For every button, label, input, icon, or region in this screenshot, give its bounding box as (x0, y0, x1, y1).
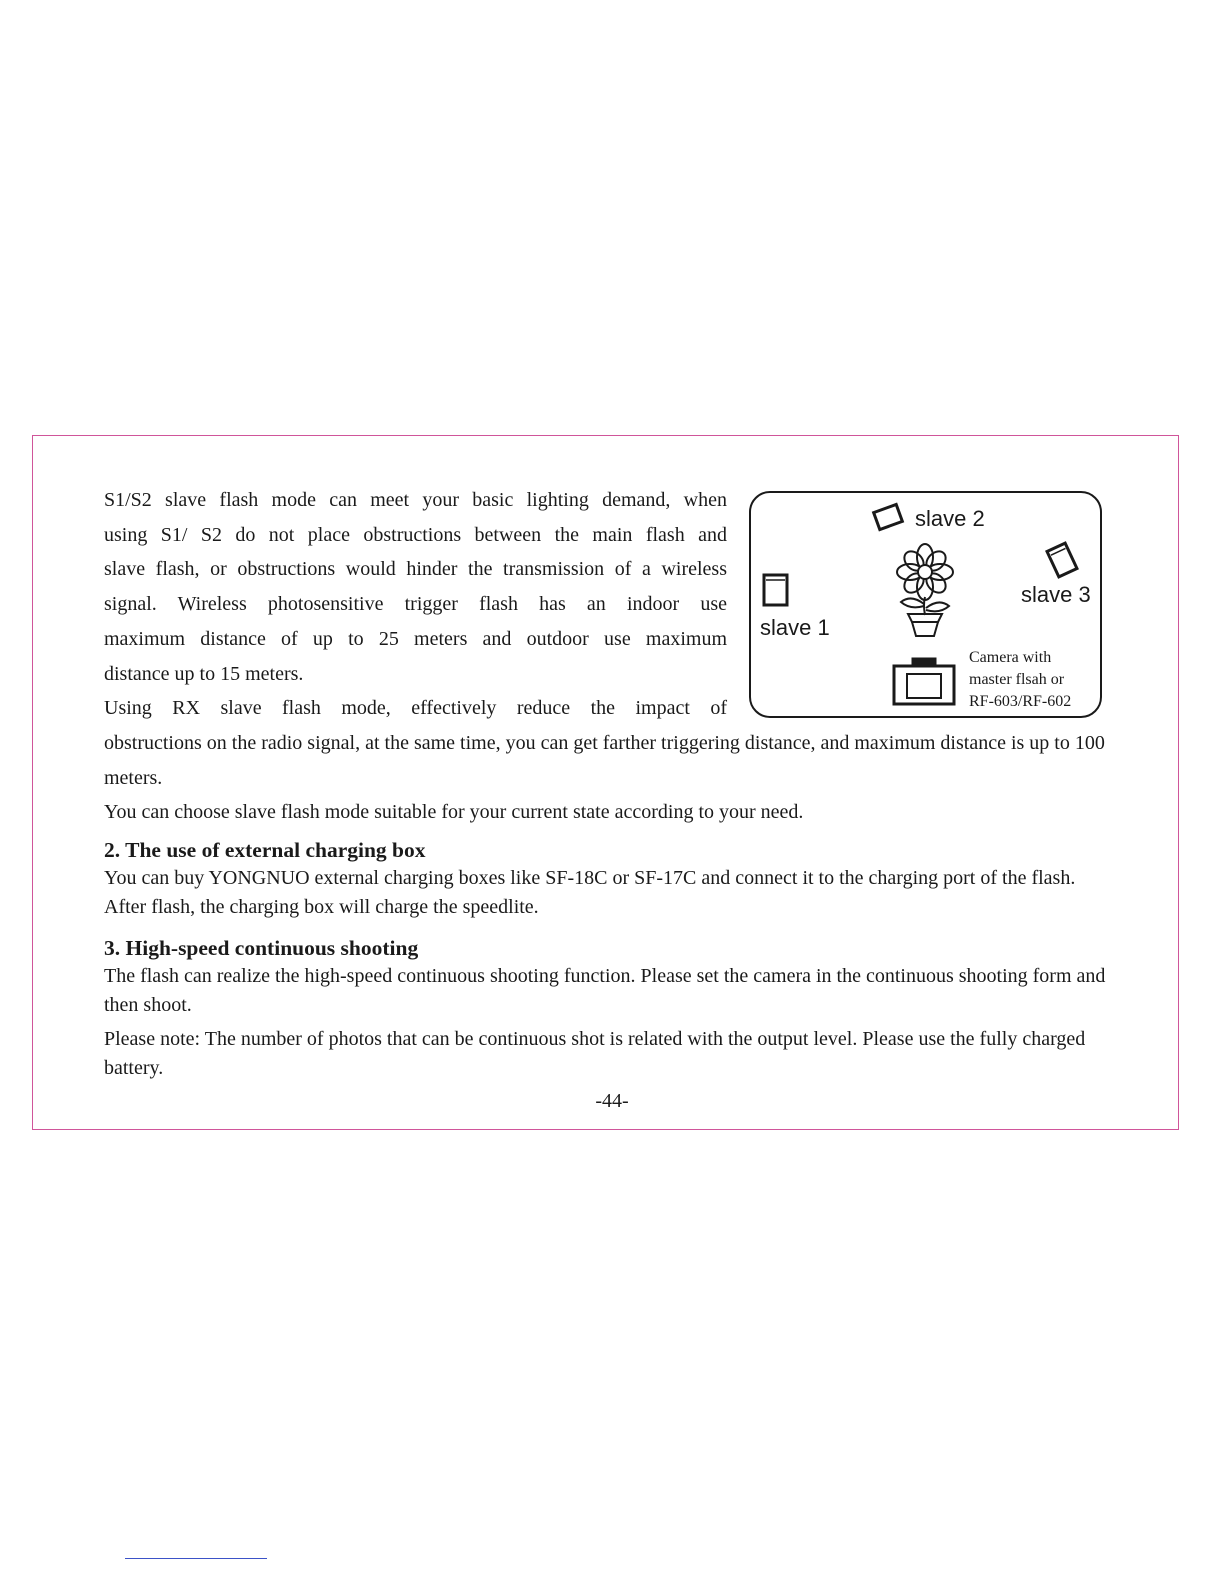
intro-line: slave flash, or obstructions would hinder the transmission of a wireless (104, 558, 727, 581)
choose-mode-text: You can choose slave flash mode suitable for your current state according to your need. (104, 801, 804, 823)
intro-line: S1/S2 slave flash mode can meet your basic lighting demand, when (104, 489, 727, 511)
intro-line: maximum distance of up to 25 meters and outdoor use maximum (104, 627, 727, 650)
intro-line: signal. Wireless photosensitive trigger flash has an indoor use (104, 593, 727, 616)
section-heading-continuous-shooting: 3. High-speed continuous shooting (104, 936, 419, 960)
rx-line: Using RX slave flash mode, effectively reduce the impact of (104, 697, 727, 719)
camera-caption-line: Camera with (969, 649, 1052, 666)
camera-caption-line: RF-603/RF-602 (969, 693, 1072, 710)
rx-paragraph-start (104, 691, 727, 726)
continuous-shooting-text: The flash can realize the high-speed continuous shooting function. Please set the camera in the continuous shooting form and then shoot. (104, 965, 1106, 1016)
rx-paragraph-rest: obstructions on the radio signal, at the same time, you can get farther triggering distance, and maximum distance is up to 100 meters. (104, 732, 1105, 789)
footer-rule (125, 1558, 267, 1559)
slave-1-label: slave 1 (760, 615, 830, 640)
slave-2-label: slave 2 (915, 506, 985, 531)
page-number: -44- (595, 1090, 629, 1112)
camera-caption-line: master flsah or (969, 671, 1065, 688)
battery-note-text: Please note: The number of photos that can be continuous shot is related with the output level. Please use the fully charged battery. (104, 1028, 1086, 1079)
intro-line: using S1/ S2 do not place obstructions between the main flash and (104, 523, 727, 546)
slave-3-label: slave 3 (1021, 582, 1091, 607)
intro-paragraph (104, 483, 727, 691)
slave-flash-diagram (748, 490, 1103, 720)
section-heading-charging-box: 2. The use of external charging box (104, 838, 426, 862)
charging-box-text: You can buy YONGNUO external charging boxes like SF-18C or SF-17C and connect it to the charging port of the flash. After flash, the charging box will charge the speedlite. (104, 867, 1076, 918)
intro-line: distance up to 15 meters. (104, 662, 304, 685)
